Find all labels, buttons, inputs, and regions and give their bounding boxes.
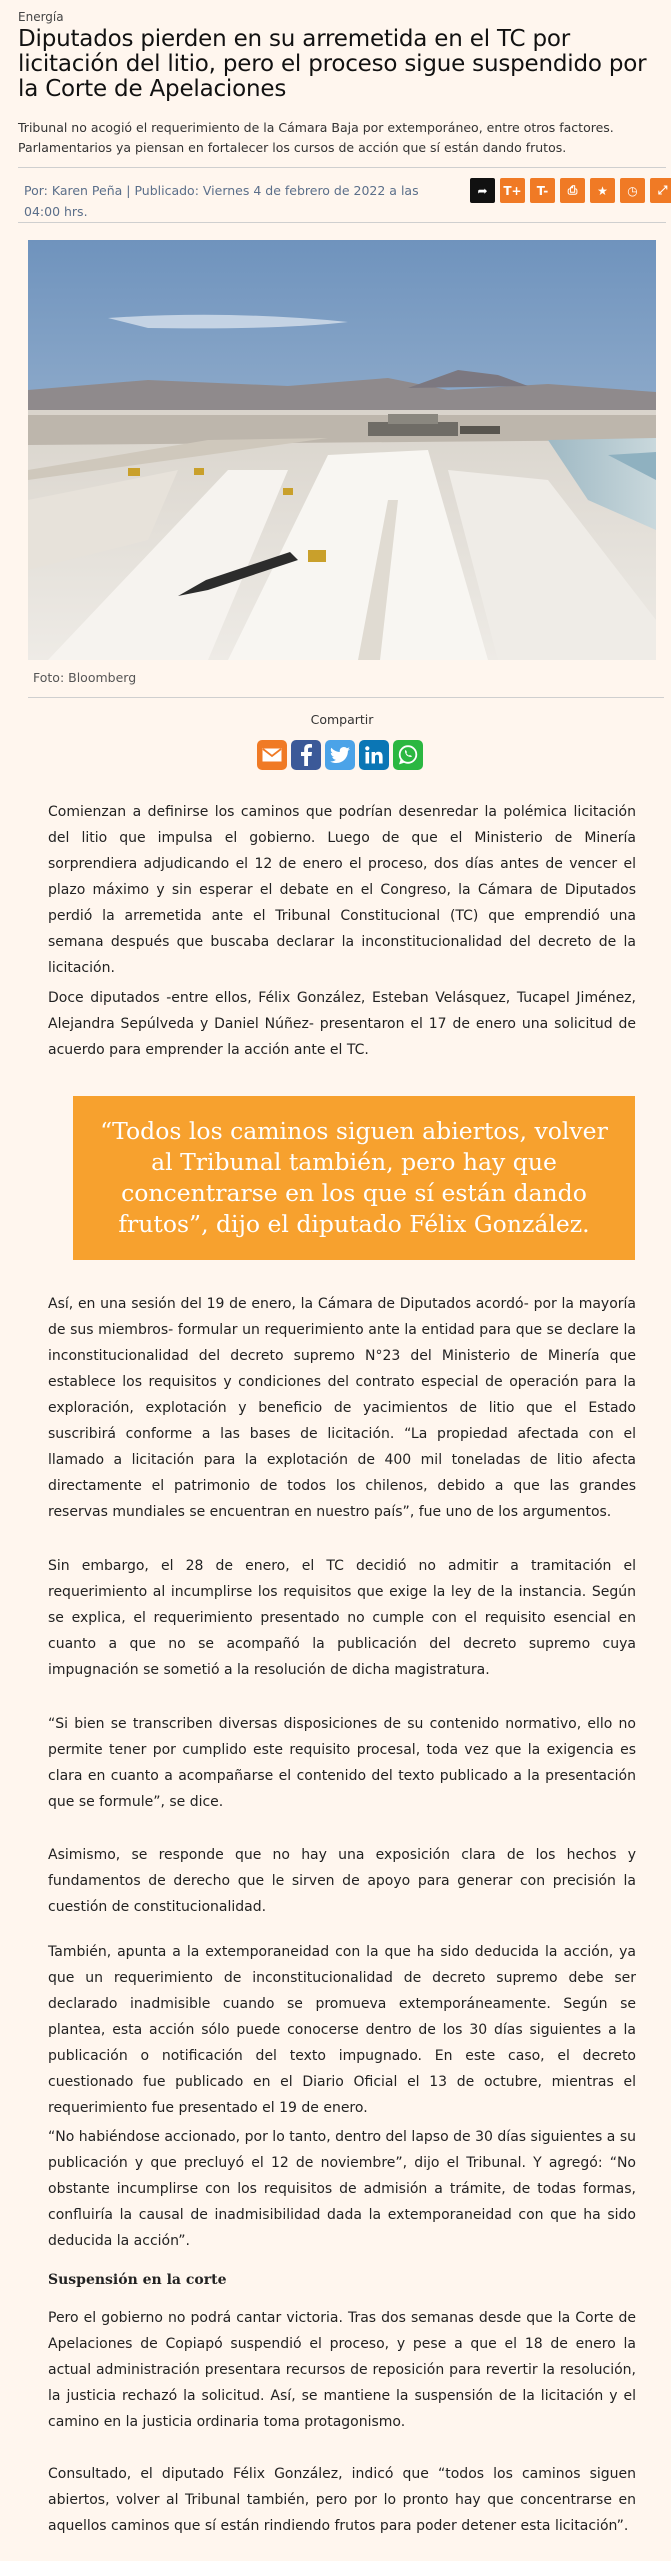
divider bbox=[18, 167, 666, 168]
pull-quote-text: “Todos los caminos siguen abiertos, volver al Tribunal también, pero hay que concentrarse en los que sí están dando frutos”, dijo el diputado Félix González. bbox=[100, 1117, 608, 1238]
paragraph: Así, en una sesión del 19 de enero, la Cámara de Diputados acordó- por la mayoría de sus miembros- formular un requerimiento ante la entidad para que se declare la inconstitucionalidad del decreto supremo N°23 del Ministerio de Minería que establece los requisitos y condiciones del contrato especial de operación para la exploración, explotación y beneficio de yacimientos de litio que el Estado suscribirá conforme a las bases de licitación. “La propiedad afectada con el llamado a licitación para la explotación de 400 mil toneladas de litio afecta directamente el patrimonio de todos los chilenos, debido a que las grandes reservas mundiales se encuentran en nuestro país”, fue uno de los argumentos. bbox=[48, 1296, 636, 1520]
photo-caption: Foto: Bloomberg bbox=[33, 670, 137, 685]
section-label[interactable]: Energía bbox=[18, 10, 64, 24]
whatsapp-icon[interactable] bbox=[393, 740, 423, 770]
share-buttons bbox=[257, 740, 423, 770]
paragraph: Asimismo, se responde que no hay una exposición clara de los hechos y fundamentos de derecho que le sirven de apoyo para generar con precisión la cuestión de constitucionalidad. bbox=[48, 1847, 636, 1915]
email-icon[interactable] bbox=[257, 740, 287, 770]
article-byline: Por: Karen Peña | Publicado: Viernes 4 de febrero de 2022 a las 04:00 hrs. bbox=[24, 183, 419, 219]
paragraph: Doce diputados -entre ellos, Félix González, Esteban Velásquez, Tucapel Jiménez, Alejandra Sepúlveda y Daniel Núñez- presentaron el 17 de enero una solicitud de acuerdo para emprender la acción ante el TC. bbox=[48, 990, 636, 1058]
share-arrow-icon[interactable]: ➦ bbox=[470, 178, 495, 203]
share-label: Compartir bbox=[310, 712, 374, 727]
print-icon[interactable]: ⎙ bbox=[560, 178, 585, 203]
divider bbox=[18, 222, 666, 223]
text-increase-icon[interactable]: T+ bbox=[500, 178, 525, 203]
section-subtitle: Suspensión en la corte bbox=[48, 2272, 227, 2288]
paragraph: Sin embargo, el 28 de enero, el TC decidió no admitir a tramitación el requerimiento al incumplirse los requisitos que exige la ley de la instancia. Según se explica, el requerimiento presentado no cumple con el requisito esencial en cuanto a que no se acompañó la publicación del decreto supremo cuya impugnación se sometió a la resolución de dicha magistratura. bbox=[48, 1558, 636, 1678]
linkedin-icon[interactable] bbox=[359, 740, 389, 770]
text-decrease-icon[interactable]: T- bbox=[530, 178, 555, 203]
paragraph: Pero el gobierno no podrá cantar victoria. Tras dos semanas desde que la Corte de Apelaciones de Copiapó suspendió el proceso, y pese a que el 18 de enero la actual administración presentara recursos de reposición para revertir la resolución, la justicia rechazó la solicitud. Así, se mantiene la suspensión de la licitación y el camino en la justicia ordinaria toma protagonismo. bbox=[48, 2310, 636, 2430]
paragraph: “No habiéndose accionado, por lo tanto, dentro del lapso de 30 días siguientes a su publicación y que precluyó el 12 de noviembre”, dijo el Tribunal. Y agregó: “No obstante incumplirse con los requisitos de admisión a trámite, de todas formas, confluiría la causal de inadmisibilidad dada la extemporaneidad con que ha sido deducida la acción”. bbox=[48, 2129, 636, 2249]
article-subhead: Tribunal no acogió el requerimiento de la Cámara Baja por extemporáneo, entre otros factores. Parlamentarios ya piensan en fortalecer los cursos de acción que sí están dando frutos. bbox=[18, 120, 614, 155]
divider bbox=[28, 697, 664, 698]
clock-icon[interactable]: ◷ bbox=[620, 178, 645, 203]
paragraph: “Si bien se transcriben diversas disposiciones de su contenido normativo, ello no permite tener por cumplido este requisito procesal, toda vez que la exigencia es clara en cuanto a acompañarse el contenido del texto publicado a la presentación que se formule”, se dice. bbox=[48, 1716, 636, 1810]
facebook-icon[interactable] bbox=[291, 740, 321, 770]
article-headline: Diputados pierden en su arremetida en el TC por licitación del litio, pero el proceso sigue suspendido por la Corte de Apelaciones bbox=[18, 26, 647, 102]
twitter-icon[interactable] bbox=[325, 740, 355, 770]
lithium-mine-illustration bbox=[28, 240, 656, 660]
pull-quote bbox=[73, 1096, 635, 1260]
paragraph: Comienzan a definirse los caminos que podrían desenredar la polémica licitación del litio que impulsa el gobierno. Luego de que el Ministerio de Minería sorprendiera adjudicando el 12 de enero el proceso, dos días antes de vencer el plazo máximo y sin esperar el debate en el Congreso, la Cámara de Diputados perdió la arremetida ante el Tribunal Constitucional (TC) que emprendió una semana después que buscaba declarar la inconstitucionalidad del decreto de la licitación. bbox=[48, 804, 636, 976]
article-photo bbox=[28, 240, 656, 660]
expand-icon[interactable]: ⤢ bbox=[650, 178, 671, 203]
paragraph: También, apunta a la extemporaneidad con la que ha sido deducida la acción, ya que un requerimiento de inconstitucionalidad de decreto supremo debe ser declarado inadmisible cuando se promueva extemporáneamente. Según se plantea, esta acción sólo puede conocerse dentro de los 30 días siguientes a la publicación o notificación del texto impugnado. En este caso, el decreto cuestionado fue publicado en el Diario Oficial el 13 de octubre, mientras el requerimiento fue presentado el 19 de enero. bbox=[48, 1944, 636, 2116]
paragraph: Consultado, el diputado Félix González, indicó que “todos los caminos siguen abiertos, volver al Tribunal también, pero por lo pronto hay que concentrarse en aquellos caminos que sí están rindiendo frutos para poder detener esta licitación”. bbox=[48, 2466, 636, 2534]
article-toolbar bbox=[470, 178, 671, 203]
star-icon[interactable]: ★ bbox=[590, 178, 615, 203]
